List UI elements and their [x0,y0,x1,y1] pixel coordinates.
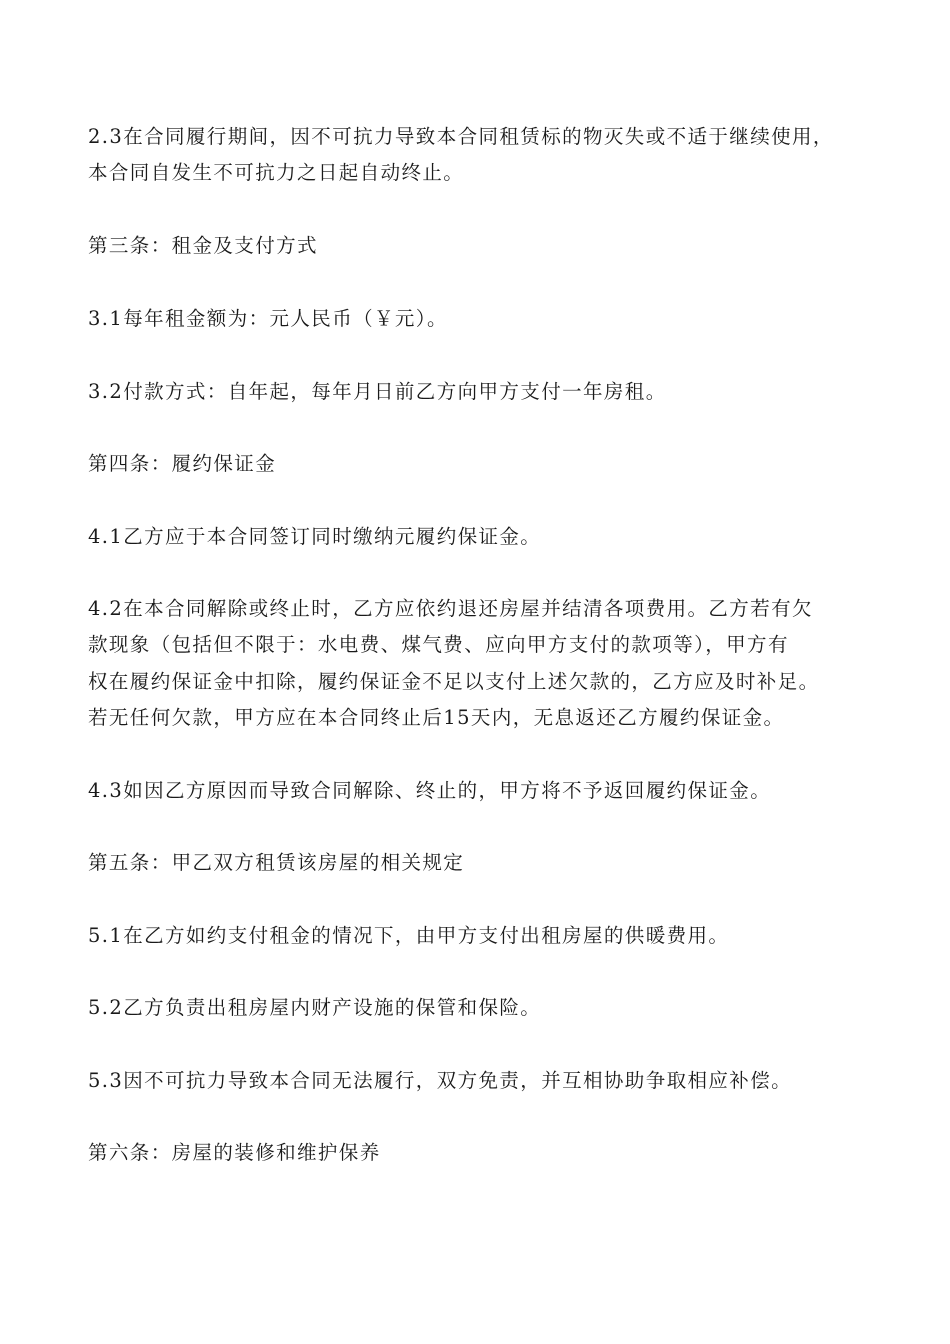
clause-5-3: 5.3因不可抗力导致本合同无法履行，双方免责，并互相协助争取相应补偿。 [88,1069,793,1092]
article-3-heading: 第三条：租金及支付方式 [88,234,318,257]
clause-2-3-line-2: 本合同自发生不可抗力之日起自动终止。 [88,161,465,184]
clause-4-2-line-4: 若无任何欠款，甲方应在本合同终止后15天内，无息返还乙方履约保证金。 [88,706,785,729]
clause-5-1: 5.1在乙方如约支付租金的情况下，由甲方支付出租房屋的供暖费用。 [88,924,730,947]
clause-4-2-line-2: 款现象（包括但不限于：水电费、煤气费、应向甲方支付的款项等），甲方有 [88,633,789,656]
clause-2-3-line-1: 2.3在合同履行期间，因不可抗力导致本合同租赁标的物灭失或不适于继续使用， [88,125,834,148]
article-5-heading: 第五条：甲乙双方租赁该房屋的相关规定 [88,851,465,874]
article-4-heading: 第四条：履约保证金 [88,452,277,475]
clause-4-3: 4.3如因乙方原因而导致合同解除、终止的，甲方将不予返回履约保证金。 [88,779,772,802]
clause-3-1: 3.1每年租金额为：元人民币（￥元）。 [88,307,448,330]
article-6-heading: 第六条：房屋的装修和维护保养 [88,1141,381,1164]
clause-4-2-line-1: 4.2在本合同解除或终止时，乙方应依约退还房屋并结清各项费用。乙方若有欠 [88,597,813,620]
clause-3-2: 3.2付款方式：自年起，每年月日前乙方向甲方支付一年房租。 [88,380,667,403]
clause-5-2: 5.2乙方负责出租房屋内财产设施的保管和保险。 [88,996,542,1019]
clause-4-1: 4.1乙方应于本合同签订同时缴纳元履约保证金。 [88,525,542,548]
clause-4-2-line-3: 权在履约保证金中扣除，履约保证金不足以支付上述欠款的，乙方应及时补足。 [88,670,820,693]
